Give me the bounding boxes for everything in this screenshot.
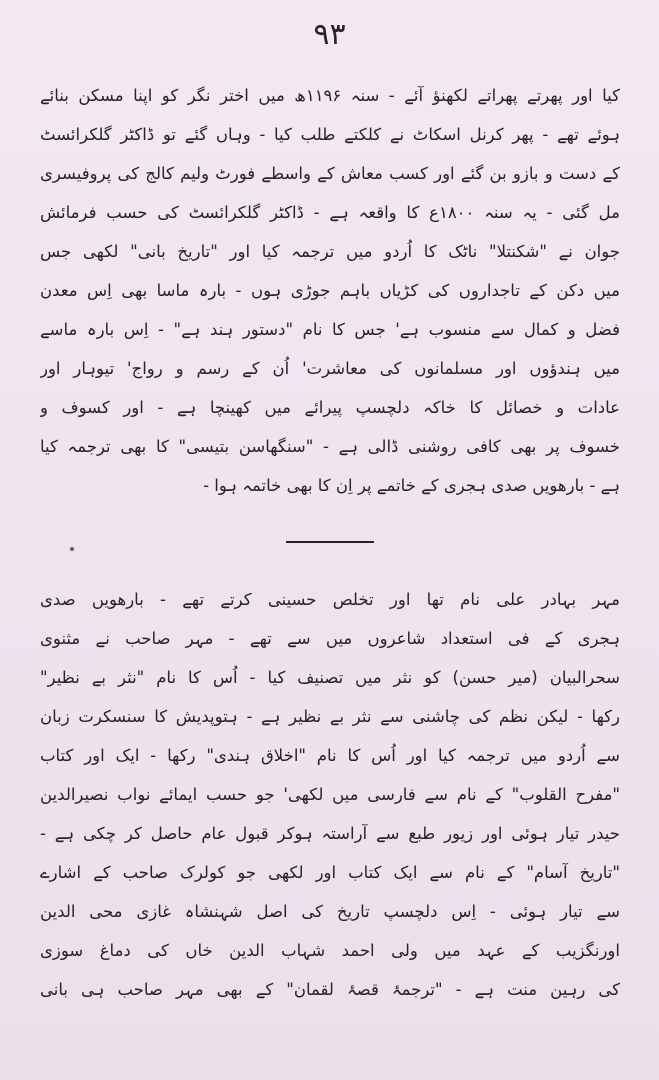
section-divider [286, 541, 374, 543]
text-line: جوان نے "شکنتلا" ناٹک کا اُردو میں ترجمہ کیا اور "تاریخ بانی" لکھی جس [40, 242, 620, 261]
text-line: کے دست و بازو بن گئے اور کسب معاش کے واسطے فورٹ ولیم کالج کی پروفیسری [40, 164, 620, 183]
text-line: حیدر تیار ہوئی اور زیور طبع سے آراستہ ہوکر قبول عام حاصل کر چکی ہے - [40, 824, 620, 843]
text-line: ہوئے تھے - پھر کرنل اسکاٹ نے کلکتے طلب کیا - وہاں گئے تو ڈاکٹر گلکرائسٹ [40, 125, 620, 144]
text-line: خسوف پر بھی کافی روشنی ڈالی ہے - "سنگھاسن بتیسی" کا بھی ترجمہ کیا [40, 437, 620, 456]
paragraph-mehr [40, 580, 620, 1009]
text-line: "مفرح القلوب" کے نام سے فارسی میں لکھی' جو حسب ایمائے نواب نصیرالدین [40, 785, 620, 804]
paragraph-jawan [40, 76, 620, 505]
text-line: سے تیار ہوئی - اِس دلچسپ تاریخ کی اصل شہنشاہ غازی محی الدین [40, 902, 620, 921]
text-line: میں دکن کے تاجداروں کی کڑیاں باہم جوڑی ہوں - بارہ ماسا بھی اِس معدن [40, 281, 620, 300]
paper-speck [70, 547, 74, 551]
text-line: ہجری کے فی استعداد شاعروں میں سے تھے - مہر صاحب نے مثنوی [40, 629, 620, 648]
text-line: کیا اور پھرتے پھراتے لکھنؤ آئے - سنہ ۱۱۹۶ھ میں اختر نگر کو اپنا مسکن بنائے [40, 86, 620, 105]
text-line: سحرالبیان (میر حسن) کو نثر میں تصنیف کیا - اُس کا نام "نثر بے نظیر" [40, 668, 620, 687]
text-line: اورنگزیب کے عہد میں ولی احمد شہاب الدین خاں کی دماغ سوزی [40, 941, 620, 960]
text-line: کی رہین منت ہے - "ترجمۂ قصۂ لقمان" کے بھی مہر صاحب ہی بانی [40, 980, 620, 999]
text-line: فضل و کمال سے منسوب ہے' جس کا نام "دستور ہند ہے" - اِس بارہ ماسے [40, 320, 620, 339]
text-line: میں ہندؤوں اور مسلمانوں کی معاشرت' اُن کے رسم و رواج' تیوہار اور [40, 359, 620, 378]
text-line: رکھا - لیکن نظم کی چاشنی سے نثر بے نظیر ہے - ہتوپدیش کا سنسکرت زبان [40, 707, 620, 726]
text-line: مہر بہادر علی نام تھا اور تخلص حسینی کرتے تھے - بارھویں صدی [40, 590, 620, 609]
text-line: سے اُردو میں ترجمہ کیا اور اُس کا نام "اخلاق ہندی" رکھا - ایک اور کتاب [40, 746, 620, 765]
page-number: ۹۳ [313, 17, 346, 52]
text-line: عادات و خصائل کا خاکہ دلچسپ پیرائے میں کھینچا ہے - اور کسوف و [40, 398, 620, 417]
text-line: "تاریخ آسام" کے نام سے ایک کتاب اور لکھی جو کولرک صاحب کے اشارے [40, 863, 620, 882]
text-line: ہے - بارھویں صدی ہجری کے خاتمے پر اِن کا بھی خاتمہ ہوا - [203, 476, 620, 495]
text-line: مل گئی - یہ سنہ ۱۸۰۰ع کا واقعہ ہے - ڈاکٹر گلکرائسٹ کی حسب فرمائش [40, 203, 620, 222]
